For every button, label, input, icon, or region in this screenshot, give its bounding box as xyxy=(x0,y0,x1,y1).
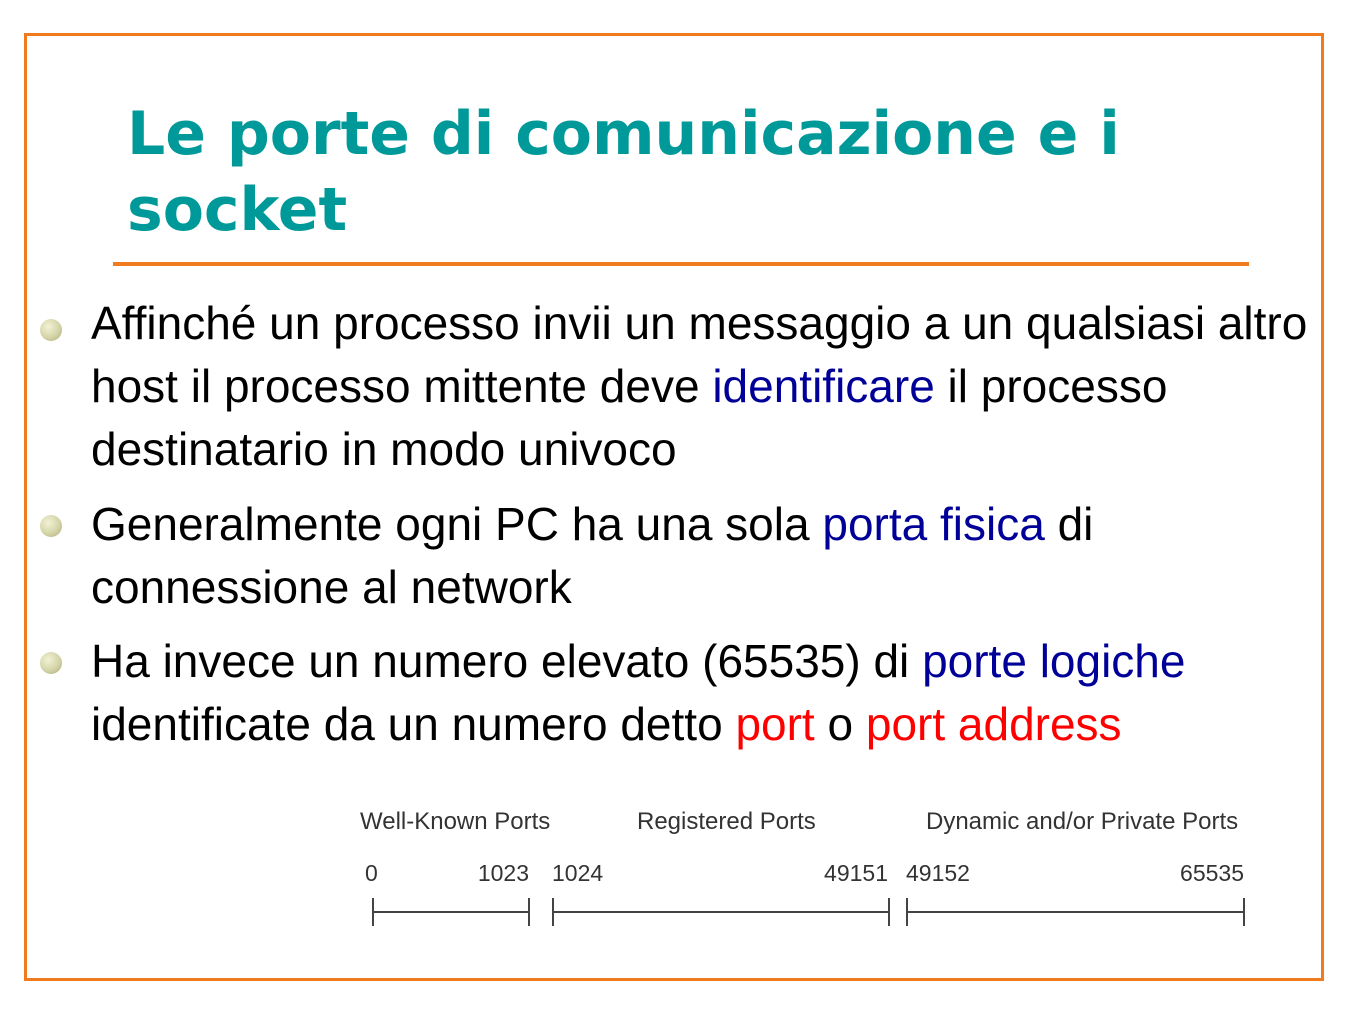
bullet-text-part: di connessione al network xyxy=(91,498,1094,613)
range-end: 65535 xyxy=(1180,860,1244,886)
bullet-text-part: il processo destinatario in modo univoco xyxy=(91,360,1168,475)
bullet-text-part: Ha invece un numero elevato (65535) di xyxy=(91,635,923,687)
range-end: 49151 xyxy=(824,860,888,886)
highlight-blue: porta fisica xyxy=(822,498,1045,550)
range-start: 49152 xyxy=(906,860,970,886)
port-ranges-diagram xyxy=(355,800,1255,935)
bullet-text-part: o xyxy=(814,698,866,750)
bullet-text-part: identificate da un numero detto xyxy=(91,698,736,750)
range-start: 1024 xyxy=(552,860,604,886)
highlight-red: port xyxy=(735,698,815,750)
port-range-registered xyxy=(552,808,889,926)
bullet-text xyxy=(91,493,1311,619)
range-label: Registered Ports xyxy=(637,808,816,835)
bullet-text-part: Affinché un processo invii un messaggio a un qualsiasi altro host il processo mittente deve xyxy=(91,297,1308,412)
bullet-dot-icon xyxy=(40,652,62,674)
range-label: Well-Known Ports xyxy=(360,808,551,835)
highlight-blue: identificare xyxy=(712,360,935,412)
range-label: Dynamic and/or Private Ports xyxy=(926,808,1239,835)
bullet-text xyxy=(91,630,1311,756)
title-underline xyxy=(113,262,1249,266)
highlight-red: port address xyxy=(865,698,1122,750)
range-start: 0 xyxy=(365,860,378,886)
port-range-dynamic xyxy=(906,808,1244,926)
bullet-text xyxy=(91,292,1311,481)
bullet-text-part: Generalmente ogni PC ha una sola xyxy=(91,498,823,550)
slide-title: Le porte di comunicazione e i socket xyxy=(127,99,1120,245)
highlight-blue: porte logiche xyxy=(922,635,1186,687)
port-range-well-known xyxy=(360,808,550,926)
bullet-dot-icon xyxy=(40,515,62,537)
bullet-dot-icon xyxy=(40,319,62,341)
range-end: 1023 xyxy=(477,860,529,886)
